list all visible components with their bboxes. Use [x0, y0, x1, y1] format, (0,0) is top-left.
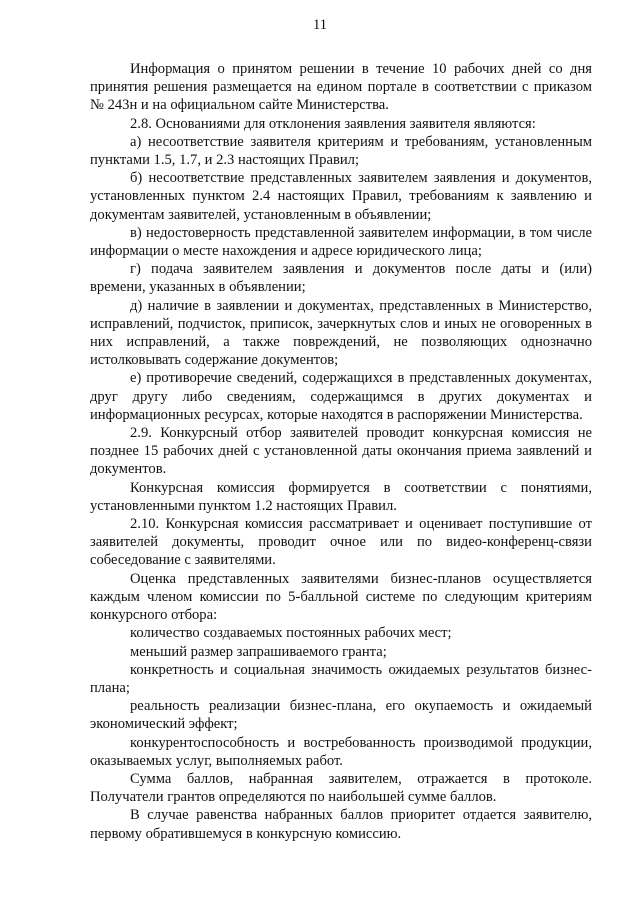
paragraph-evaluation-criteria-intro: Оценка представленных заявителями бизнес-планов осуществляется каждым членом комиссии по 5-балльной системе по следующим критериям конкурсного отбора: [90, 570, 592, 624]
paragraph-2-8-d: д) наличие в заявлении и документах, представленных в Министерство, исправлений, подчисток, приписок, зачеркнутых слов и иных не оговоренных в них исправлений, а также повреждений, не позволяющих однозначно истолковывать содержание документов; [90, 297, 592, 369]
criterion-significance: конкретность и социальная значимость ожидаемых результатов бизнес-плана; [90, 661, 592, 696]
paragraph-2-8-g: г) подача заявителем заявления и документов после даты и (или) времени, указанных в объявлении; [90, 261, 592, 296]
criterion-grant-size: меньший размер запрашиваемого гранта; [130, 643, 387, 660]
paragraph-commission-formation: Конкурсная комиссия формируется в соответствии с понятиями, установленными пунктом 1.2 настоящих Правил. [90, 479, 592, 514]
paragraph-2-8-v: в) недостоверность представленной заявителем информации, в том числе информации о месте нахождения и адресе юридического лица; [90, 224, 592, 260]
paragraph-2-8-b: б) несоответствие представленных заявителем заявления и документов, установленных пунктом 2.4 настоящих Правил, требованиям к заявлению и документам заявителей, установленным в объявлении; [90, 170, 592, 223]
paragraph-tie-priority: В случае равенства набранных баллов приоритет отдается заявителю, первому обратившемуся в конкурсную комиссию. [90, 807, 592, 842]
document-body [90, 60, 592, 843]
paragraph-2-8-heading: 2.8. Основаниями для отклонения заявления заявителя являются: [130, 115, 536, 132]
paragraph-2-8-e: е) противоречие сведений, содержащихся в представленных документах, друг другу либо сведениям, содержащимся в других документах и информационных ресурсах, которые находятся в распоряжении Министерства. [90, 370, 592, 423]
paragraph-2-10: 2.10. Конкурсная комиссия рассматривает и оценивает поступившие от заявителей документы, проводит очное или по видео-конференц-связи собеседование с заявителями. [90, 516, 592, 569]
criterion-competitiveness: конкурентоспособность и востребованность производимой продукции, оказываемых услуг, выполняемых работ. [90, 734, 592, 769]
criterion-feasibility: реальность реализации бизнес-плана, его окупаемость и ожидаемый экономический эффект; [90, 698, 592, 733]
paragraph-2-8-a: а) несоответствие заявителя критериям и требованиям, установленным пунктами 1.5, 1.7, и 2.3 настоящих Правил; [90, 133, 592, 169]
paragraph-decision-info: Информация о принятом решении в течение 10 рабочих дней со дня принятия решения размещается на едином портале в соответствии с приказом № 243н и на официальном сайте Министерства. [90, 61, 592, 114]
paragraph-2-9: 2.9. Конкурсный отбор заявителей проводит конкурсная комиссия не позднее 15 рабочих дней с установленной даты окончания приема заявлений и документов. [90, 425, 592, 478]
paragraph-score-sum: Сумма баллов, набранная заявителем, отражается в протоколе. Получатели грантов определяются по наибольшей сумме баллов. [90, 770, 592, 806]
page-number: 11 [313, 17, 327, 33]
criterion-jobs: количество создаваемых постоянных рабочих мест; [130, 625, 452, 642]
